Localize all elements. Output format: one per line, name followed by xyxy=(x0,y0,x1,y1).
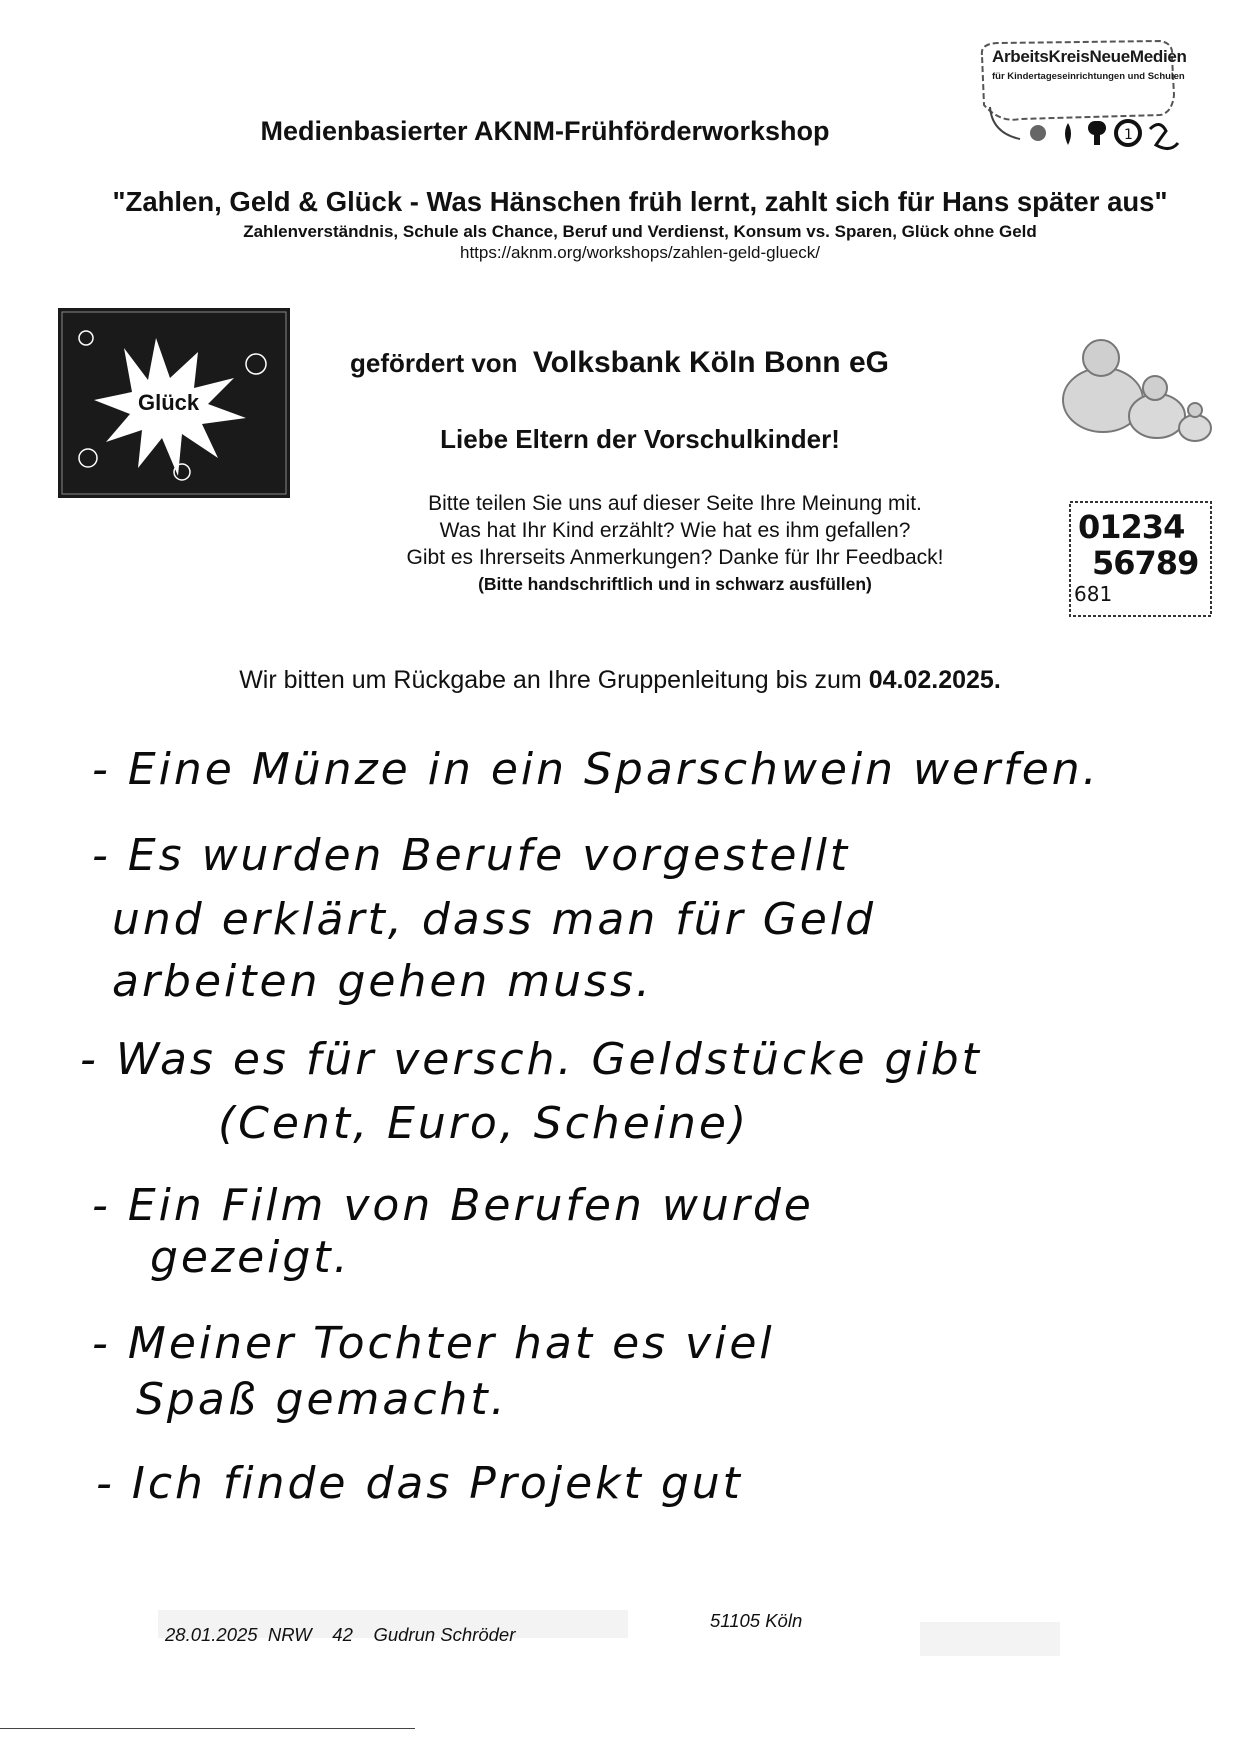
handwritten-line-10: Spaß gemacht. xyxy=(136,1374,508,1425)
return-date: 04.02.2025. xyxy=(868,666,1001,694)
glueck-label: Glück xyxy=(138,390,200,415)
footer-state: NRW xyxy=(267,1624,312,1645)
logo-title: ArbeitsKreisNeueMedien xyxy=(992,47,1187,66)
intro-line-1: Bitte teilen Sie uns auf dieser Seite Ihre Meinung mit. xyxy=(428,492,922,515)
handwritten-line-1: - Eine Münze in ein Sparschwein werfen. xyxy=(92,744,1100,795)
fill-instruction: (Bitte handschriftlich und in schwarz ausfüllen) xyxy=(478,574,872,594)
handwritten-line-2: - Es wurden Berufe vorgestellt xyxy=(92,830,851,881)
footer-date: 28.01.2025 xyxy=(165,1624,258,1645)
handwritten-line-6: (Cent, Euro, Scheine) xyxy=(218,1098,750,1149)
return-note xyxy=(100,666,1140,695)
numbers-illustration xyxy=(1068,500,1213,618)
logo-subtitle: für Kindertageseinrichtungen und Schulen xyxy=(992,71,1185,82)
footer-divider xyxy=(0,1728,415,1729)
handwritten-line-7: - Ein Film von Berufen wurde xyxy=(92,1180,814,1231)
footer-meta xyxy=(165,1624,515,1646)
handwritten-line-4: arbeiten gehen muss. xyxy=(112,956,653,1007)
intro-line-2: Was hat Ihr Kind erzählt? Wie hat es ihm gefallen? xyxy=(439,519,911,542)
footer-location: 51105 Köln xyxy=(710,1610,803,1631)
workshop-motto: "Zahlen, Geld & Glück - Was Hänschen früh lernt, zahlt sich für Hans später aus" xyxy=(112,186,1168,217)
intro-line-3: Gibt es Ihrerseits Anmerkungen? Danke für Ihr Feedback! xyxy=(406,546,944,569)
letter-greeting: Liebe Eltern der Vorschulkinder! xyxy=(440,424,840,454)
workshop-title: Medienbasierter AKNM-Frühförderworkshop xyxy=(260,116,830,146)
handwritten-line-5: - Was es für versch. Geldstücke gibt xyxy=(80,1034,982,1085)
sponsor-line xyxy=(350,346,889,380)
piggy-bank-illustration xyxy=(1055,330,1215,460)
svg-text:1: 1 xyxy=(1124,127,1133,143)
piggy-bank-icon xyxy=(1055,330,1215,460)
sponsor-prefix: gefördert von xyxy=(350,348,518,378)
letter-intro xyxy=(330,490,1020,571)
workshop-subtopics: Zahlenverständnis, Schule als Chance, Beruf und Verdienst, Konsum vs. Sparen, Glück ohne Geld xyxy=(243,222,1037,241)
footer-redaction-box-right xyxy=(920,1622,1060,1656)
numbers-row-1: 01234 xyxy=(1078,508,1185,546)
handwritten-line-8: gezeigt. xyxy=(150,1232,351,1283)
sponsor-name: Volksbank Köln Bonn eG xyxy=(532,346,889,379)
footer-number: 42 xyxy=(332,1624,353,1645)
return-note-text: Wir bitten um Rückgabe an Ihre Gruppenleitung bis zum xyxy=(239,666,862,694)
handwritten-line-9: - Meiner Tochter hat es viel xyxy=(92,1318,775,1369)
numbers-small: 681 xyxy=(1074,582,1113,606)
glueck-illustration xyxy=(58,308,290,498)
numbers-row-2: 56789 xyxy=(1092,544,1199,582)
workshop-url: https://aknm.org/workshops/zahlen-geld-glueck/ xyxy=(459,243,820,262)
handwritten-line-11: - Ich finde das Projekt gut xyxy=(96,1458,743,1509)
handwritten-line-3: und erklärt, dass man für Geld xyxy=(112,894,877,945)
footer-name: Gudrun Schröder xyxy=(373,1624,516,1645)
